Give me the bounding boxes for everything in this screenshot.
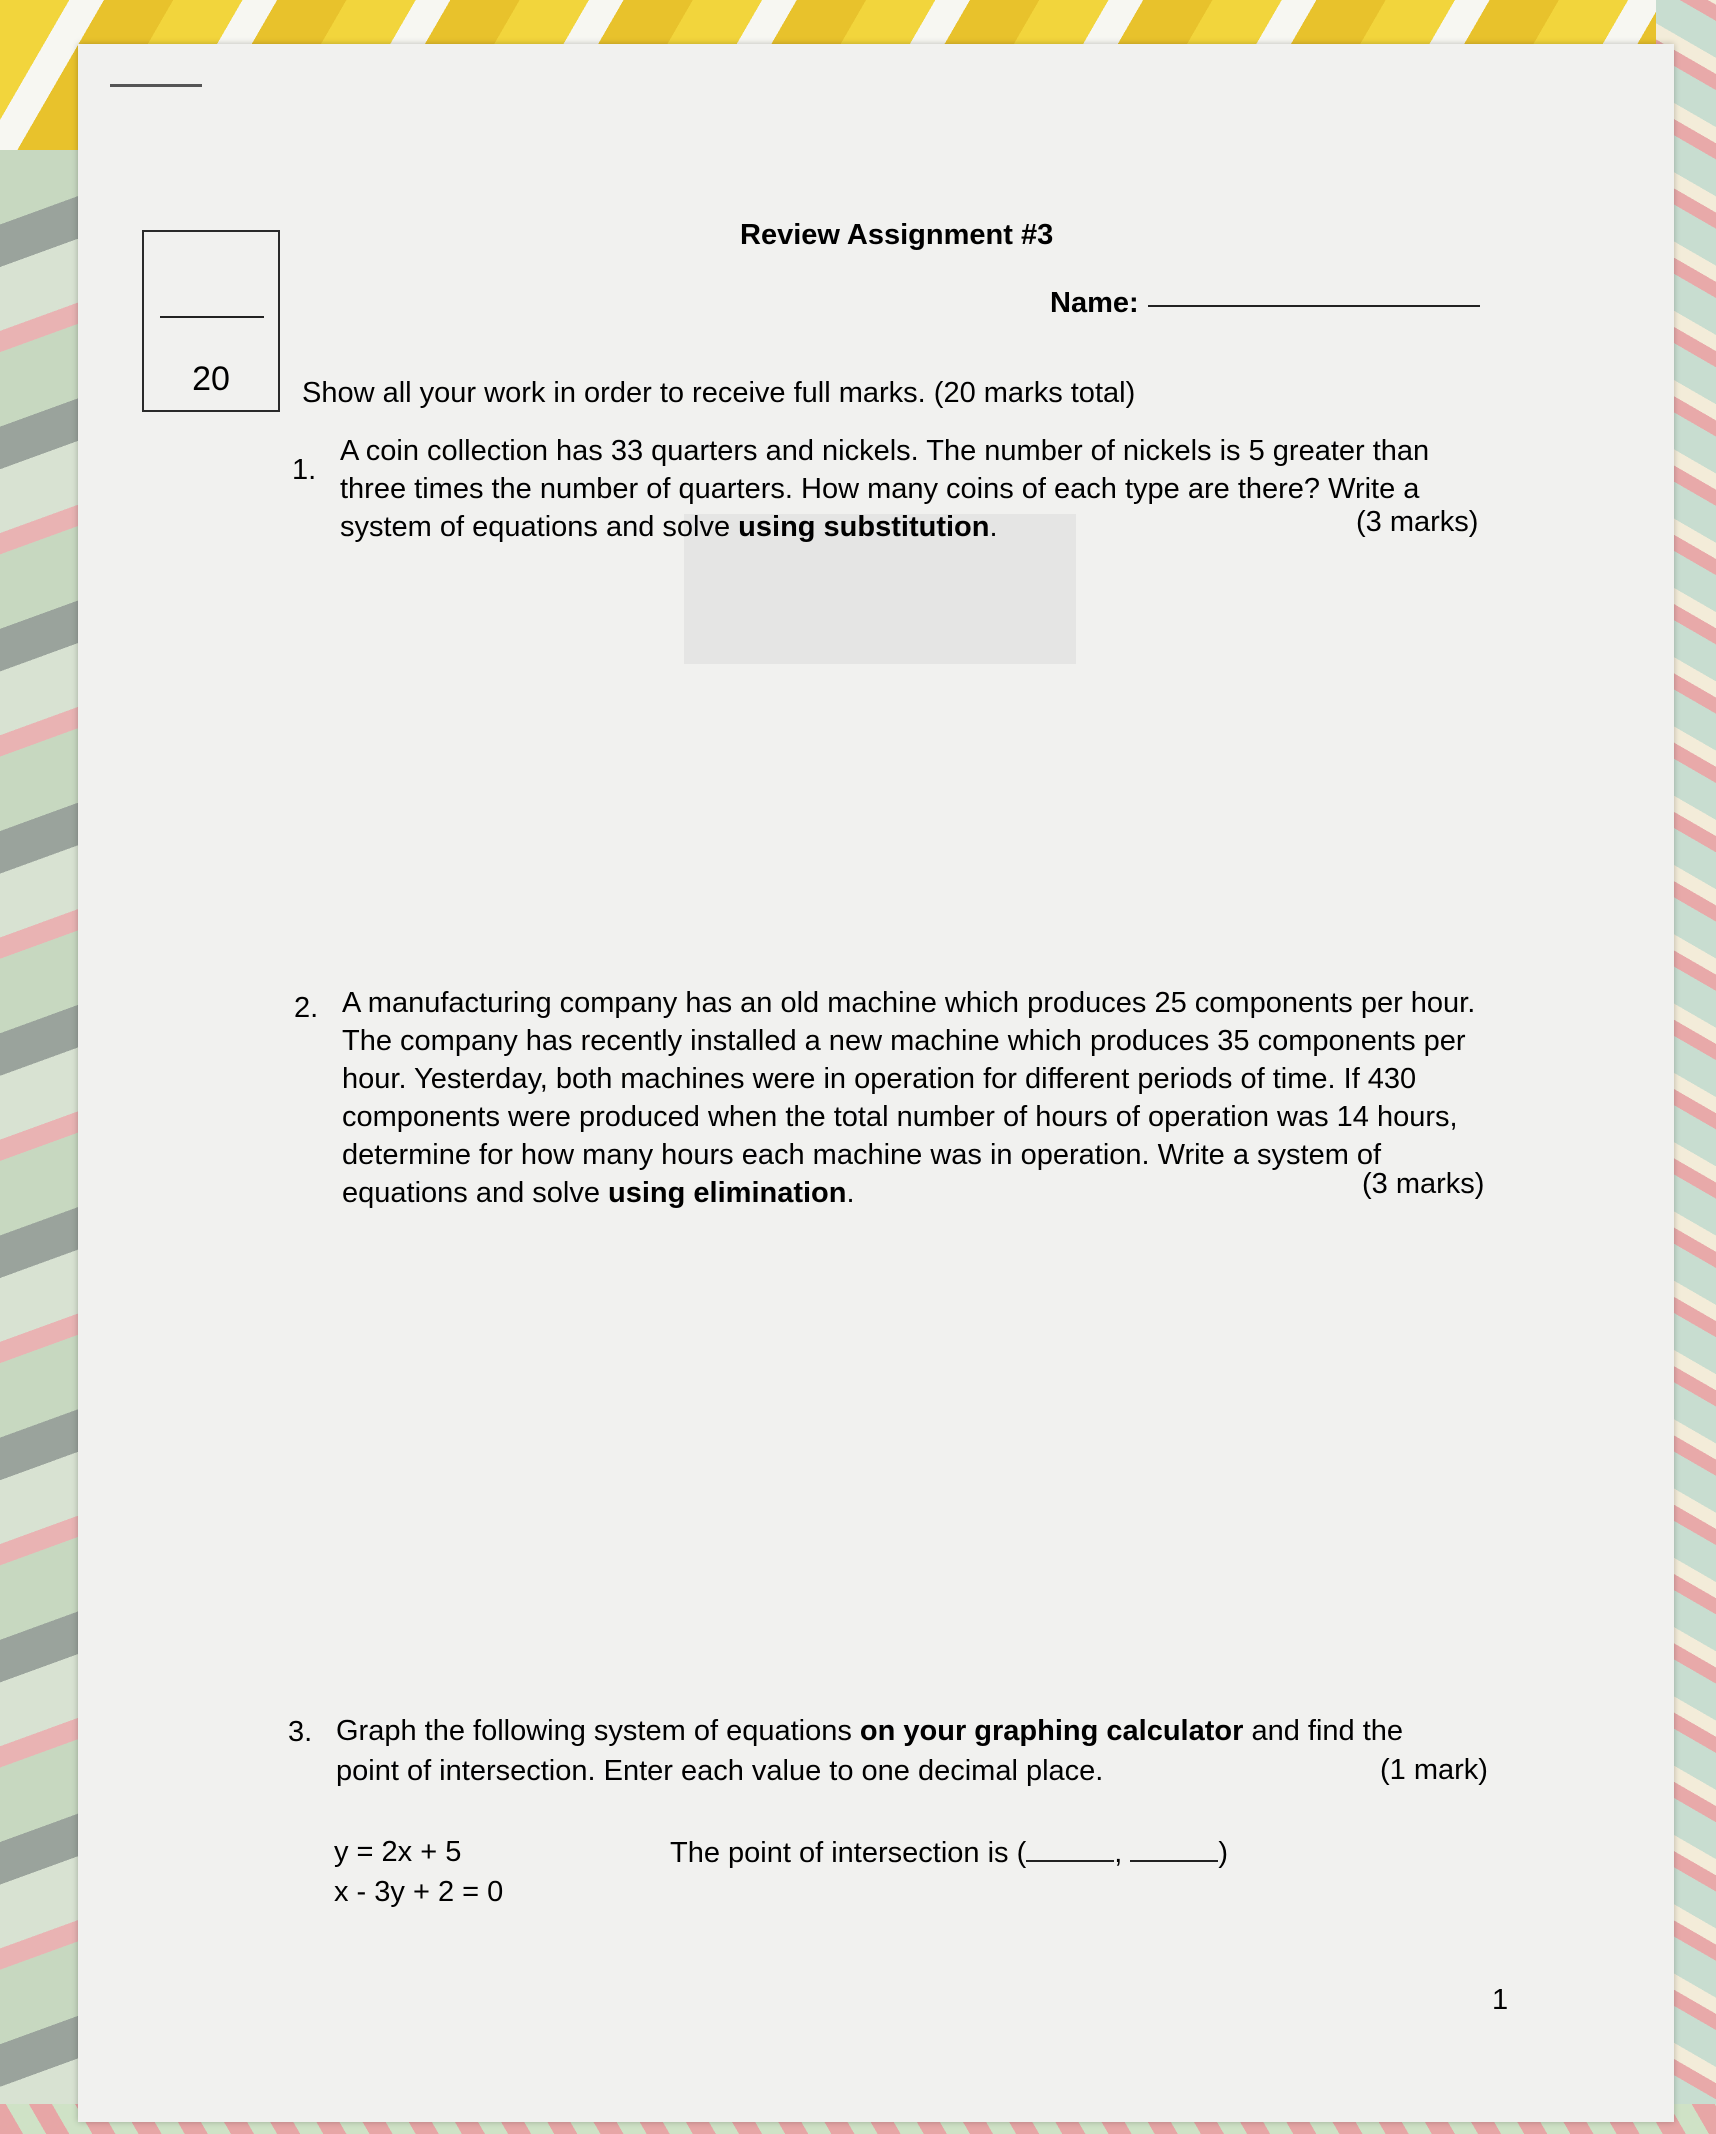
- equation-1: y = 2x + 5: [334, 1836, 462, 1868]
- score-total: 20: [192, 360, 230, 398]
- background-fabric-left: [0, 150, 90, 2134]
- question-text-line: A coin collection has 33 quarters and nickels. The number of nickels is 5 greater than: [340, 435, 1430, 467]
- x-answer-blank[interactable]: [1026, 1834, 1114, 1862]
- question-text-line: components were produced when the total number of hours of operation was 14 hours,: [342, 1101, 1458, 1133]
- question-text-line: [340, 508, 998, 547]
- score-box: [142, 230, 280, 412]
- intersection-answer: [670, 1834, 1228, 1870]
- question-text-line: point of intersection. Enter each value to one decimal place.: [336, 1755, 1104, 1787]
- question-marks: (3 marks): [1356, 506, 1479, 538]
- name-label: Name:: [1050, 287, 1139, 319]
- question-text-line: determine for how many hours each machine was in operation. Write a system of: [342, 1139, 1382, 1171]
- y-answer-blank[interactable]: [1130, 1834, 1218, 1862]
- emphasis-text: on your graphing calculator: [859, 1715, 1244, 1747]
- intersection-suffix: ): [1218, 1837, 1229, 1869]
- name-blank-line[interactable]: [1148, 305, 1480, 307]
- equation-2: x - 3y + 2 = 0: [334, 1876, 504, 1908]
- page-number: 1: [1492, 1984, 1509, 2016]
- page-title: Review Assignment #3: [740, 219, 1054, 251]
- question-number: 2.: [294, 992, 319, 1024]
- intersection-prefix: The point of intersection is (: [670, 1837, 1027, 1869]
- text-span: .: [989, 511, 998, 543]
- question-text-line: The company has recently installed a new machine which produces 35 components per: [342, 1025, 1466, 1057]
- text-span: Graph the following system of equations: [336, 1715, 860, 1747]
- question-text-line: [336, 1712, 1403, 1751]
- emphasis-text: using substitution: [738, 511, 990, 543]
- text-span: equations and solve: [342, 1177, 609, 1209]
- intersection-separator: ,: [1114, 1837, 1123, 1869]
- text-span: .: [846, 1177, 855, 1209]
- question-text-line: [342, 1174, 855, 1213]
- question-text-line: hour. Yesterday, both machines were in operation for different periods of time. If 430: [342, 1063, 1417, 1095]
- instructions: Show all your work in order to receive full marks. (20 marks total): [302, 377, 1136, 409]
- corner-mark: [110, 84, 202, 87]
- question-text-line: three times the number of quarters. How many coins of each type are there? Write a: [340, 473, 1420, 505]
- question-number: 1.: [292, 454, 317, 486]
- text-span: and find the: [1243, 1715, 1404, 1747]
- emphasis-text: using elimination: [608, 1177, 847, 1209]
- question-text-line: A manufacturing company has an old machine which produces 25 components per hour.: [342, 987, 1476, 1019]
- question-marks: (3 marks): [1362, 1168, 1485, 1200]
- text-span: system of equations and solve: [340, 511, 739, 543]
- question-marks: (1 mark): [1380, 1754, 1488, 1786]
- score-blank-line[interactable]: [160, 316, 264, 318]
- question-number: 3.: [288, 1716, 313, 1748]
